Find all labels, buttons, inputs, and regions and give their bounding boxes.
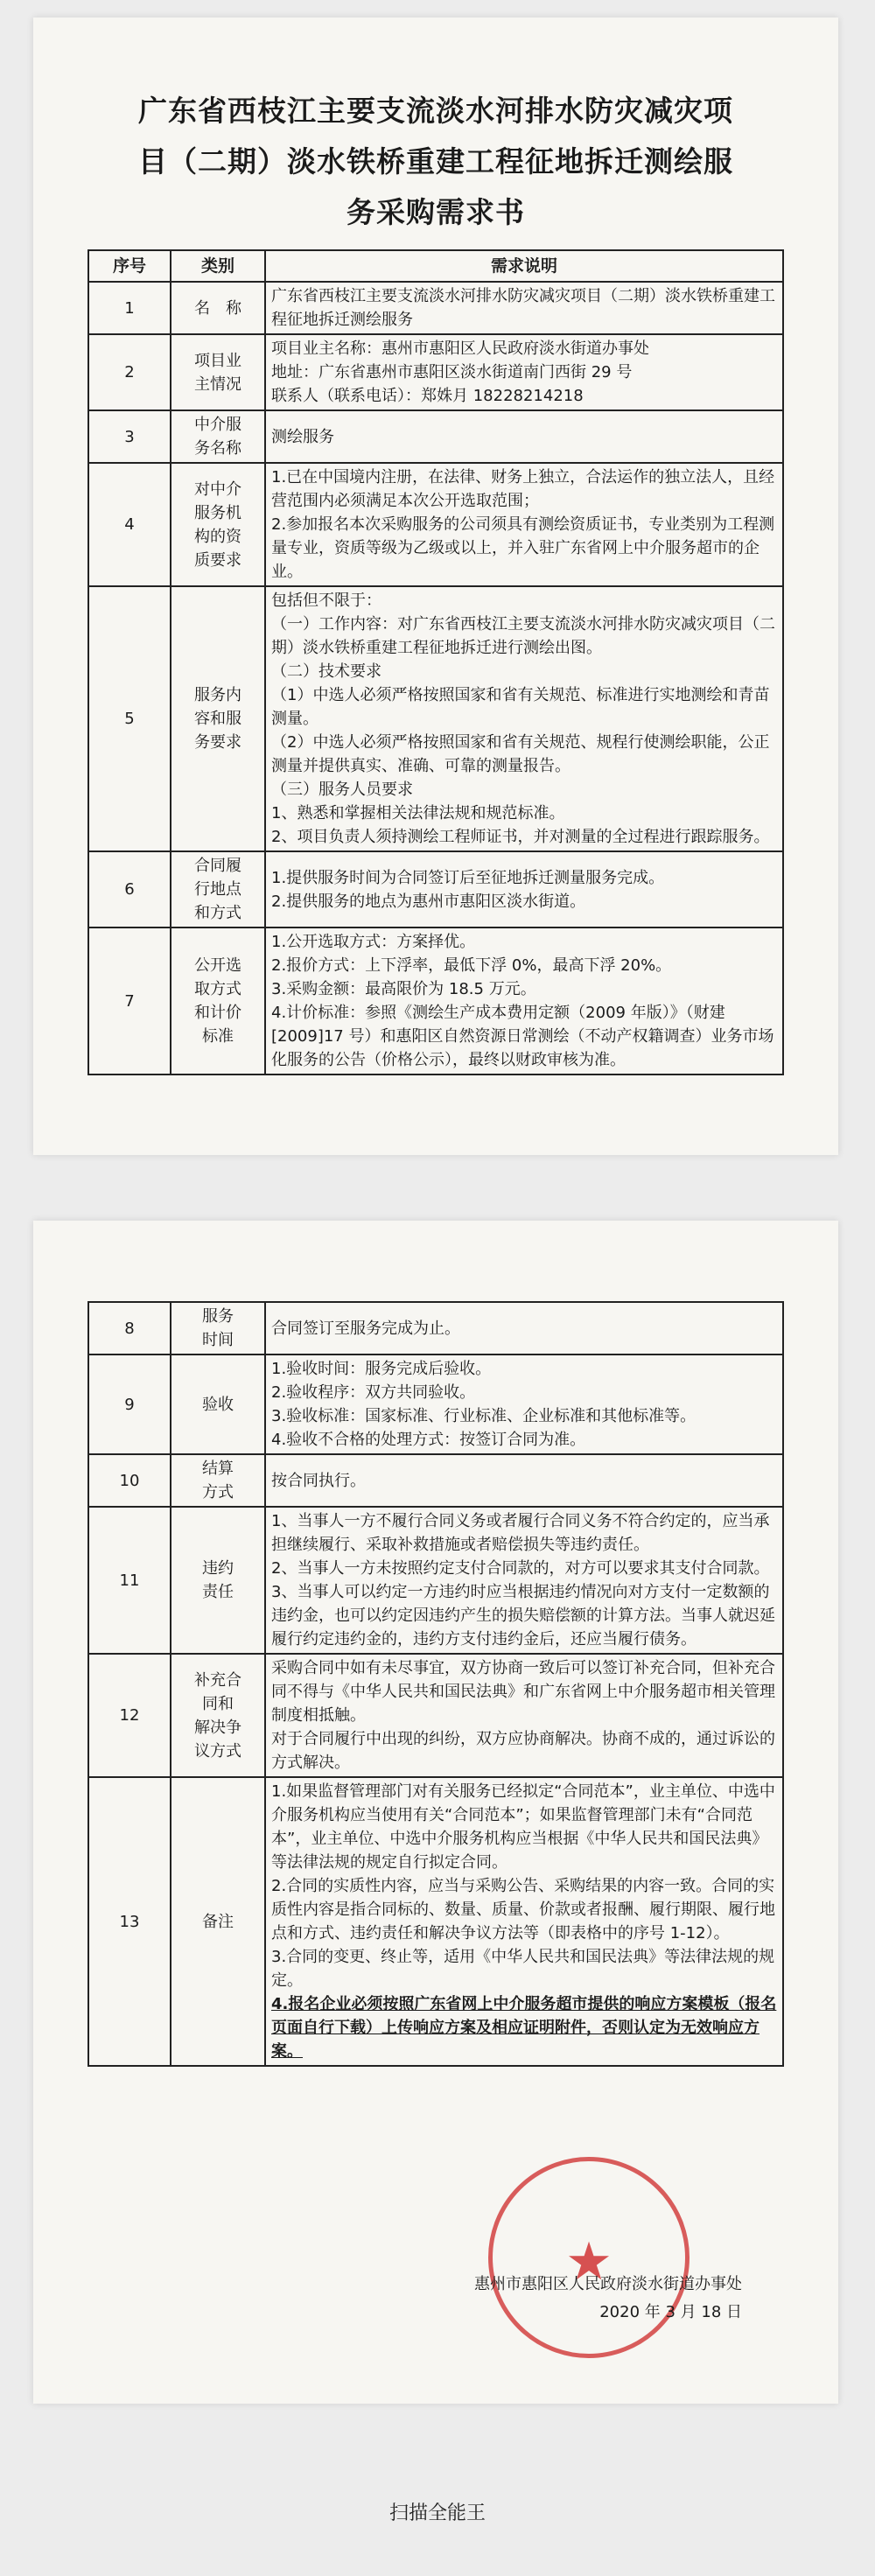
table-row <box>88 928 783 1074</box>
category-line: 构的资 <box>194 527 242 546</box>
table-row <box>88 282 783 334</box>
title-line: 广东省西枝江主要支流淡水河排水防灾减灾项 <box>138 94 733 128</box>
table-row <box>88 1454 783 1507</box>
row-number: 7 <box>88 928 171 1074</box>
category-line: 违约 <box>202 1559 234 1578</box>
row-description <box>265 928 783 1074</box>
description-line: 包括但不限于： <box>271 592 382 610</box>
category-line: 解决争 <box>194 1718 242 1737</box>
row-number: 12 <box>88 1654 171 1777</box>
signature-block <box>474 2271 742 2327</box>
description-line: 4.计价标准：参照《测绘生产成本费用定额（2009 年版）》（财建[2009]17 号）和惠阳区自然资源日常测绘（不动产权籍调查）业务市场化服务的公告（价格公示），最终以财政审核为准。 <box>271 1004 774 1069</box>
document-page-2 <box>33 1221 838 2404</box>
description-line: 1、当事人一方不履行合同义务或者履行合同义务不符合约定的，应当承担继续履行、采取补救措施或者赔偿损失等违约责任。 <box>271 1512 770 1554</box>
title-line: 目（二期）淡水铁桥重建工程征地拆迁测绘服 <box>138 144 733 178</box>
document-title <box>86 86 786 238</box>
description-line: 2.提供服务的地点为惠州市惠阳区淡水街道。 <box>271 892 586 911</box>
table-row <box>88 1302 783 1354</box>
category-line: 服务机 <box>194 503 242 522</box>
row-description <box>265 1454 783 1507</box>
table-row <box>88 410 783 463</box>
description-line: 1.验收时间：服务完成后验收。 <box>271 1360 492 1378</box>
seal-star-icon: ★ <box>565 2231 612 2292</box>
description-line: 2.验收程序：双方共同验收。 <box>271 1383 476 1402</box>
category-line: 主情况 <box>194 374 242 394</box>
category-line: 备注 <box>202 1912 234 1931</box>
table-row <box>88 586 783 851</box>
table-row <box>88 1654 783 1777</box>
category-line: 对中介 <box>194 480 242 499</box>
row-category <box>171 463 265 586</box>
row-number: 3 <box>88 410 171 463</box>
category-line: 容和服 <box>194 710 242 728</box>
requirements-table <box>88 249 784 1075</box>
requirements-table-continued <box>88 1301 784 2067</box>
row-number: 13 <box>88 1777 171 2066</box>
signature-org: 惠州市惠阳区人民政府淡水街道办事处 <box>474 2275 742 2293</box>
row-number: 9 <box>88 1354 171 1454</box>
category-line: 合同履 <box>194 857 242 875</box>
official-seal <box>488 2157 690 2358</box>
description-line: 3.采购金额：最高限价为 18.5 万元。 <box>271 980 536 998</box>
category-line: 服务内 <box>194 686 242 704</box>
row-description <box>265 1354 783 1454</box>
description-line: 2.参加报名本次采购服务的公司须具有测绘资质证书，专业类别为工程测量专业，资质等级为乙级或以上，并入驻广东省网上中介服务超市的企业。 <box>271 515 775 581</box>
table-row <box>88 1507 783 1654</box>
row-category <box>171 1654 265 1777</box>
description-line: 3.合同的变更、终止等，适用《中华人民共和国民法典》等法律法规的规定。 <box>271 1948 775 1990</box>
row-category <box>171 1507 265 1654</box>
description-line: 4.验收不合格的处理方式：按签订合同为准。 <box>271 1431 586 1449</box>
description-line: 对于合同履行中出现的纠纷，双方应协商解决。协商不成的，通过诉讼的方式解决。 <box>271 1730 775 1772</box>
row-number: 11 <box>88 1507 171 1654</box>
description-line: 2.报价方式：上下浮率，最低下浮 0%，最高下浮 20%。 <box>271 956 672 975</box>
row-description <box>265 851 783 928</box>
row-number: 8 <box>88 1302 171 1354</box>
emphasis-note: 4.报名企业必须按照广东省网上中介服务超市提供的响应方案模板（报名页面自行下载）上传响应方案及相应证明附件，否则认定为无效响应方案。 <box>271 1995 777 2061</box>
row-description <box>265 1654 783 1777</box>
row-description <box>265 586 783 851</box>
row-description <box>265 1302 783 1354</box>
description-line: 2.合同的实质性内容，应当与采购公告、采购结果的内容一致。合同的实质性内容是指合同标的、数量、质量、价款或者报酬、履行期限、履行地点和方式、违约责任和解决争议方法等（即表格中的序号 1-12）。 <box>271 1877 775 1942</box>
description-line: 1、熟悉和掌握相关法律法规和规范标准。 <box>271 804 565 822</box>
category-line: 同和 <box>202 1694 234 1713</box>
description-line: 地址：广东省惠州市惠阳区淡水街道南门西街 29 号 <box>271 363 633 382</box>
category-line: 项目业 <box>194 351 242 370</box>
description-line: 2、当事人一方未按照约定支付合同款的，对方可以要求其支付合同款。 <box>271 1559 770 1578</box>
table-row <box>88 463 783 586</box>
category-line: 取方式 <box>194 980 242 998</box>
description-line: 按合同执行。 <box>271 1471 366 1490</box>
row-category <box>171 928 265 1074</box>
row-description <box>265 334 783 410</box>
document-page-1 <box>33 18 838 1155</box>
description-line: 1.公开选取方式：方案择优。 <box>271 933 476 951</box>
row-description <box>265 1507 783 1654</box>
category-line: 公开选 <box>194 956 242 975</box>
header-description: 需求说明 <box>265 250 783 282</box>
row-category <box>171 851 265 928</box>
description-line: 3、当事人可以约定一方违约时应当根据违约情况向对方支付一定数额的违约金，也可以约定因违约产生的损失赔偿额的计算方法。当事人就迟延履行约定违约金的，违约方支付违约金后，还应当履行债务。 <box>271 1583 775 1648</box>
description-line: （三）服务人员要求 <box>271 780 413 799</box>
table-header-row <box>88 250 783 282</box>
category-line: 服务 <box>202 1307 234 1326</box>
table-row <box>88 334 783 410</box>
category-line: 补充合 <box>194 1670 242 1690</box>
row-number: 2 <box>88 334 171 410</box>
description-line: （二）技术要求 <box>271 662 382 681</box>
category-line: 名 称 <box>194 298 242 318</box>
row-description <box>265 1777 783 2066</box>
row-category <box>171 1777 265 2066</box>
scanner-app-watermark: 扫描全能王 <box>388 2502 486 2524</box>
description-line: 合同签订至服务完成为止。 <box>271 1319 460 1338</box>
category-line: 务要求 <box>194 733 242 752</box>
category-line: 结算 <box>202 1460 234 1478</box>
table-row <box>88 851 783 928</box>
title-line: 务采购需求书 <box>346 195 525 229</box>
category-line: 方式 <box>202 1483 234 1502</box>
row-description <box>265 410 783 463</box>
table-row <box>88 1354 783 1454</box>
category-line: 务名称 <box>194 439 242 458</box>
signature-date: 2020 年 3 月 18 日 <box>599 2303 742 2321</box>
row-category <box>171 586 265 851</box>
row-description <box>265 463 783 586</box>
row-category <box>171 1454 265 1507</box>
row-number: 4 <box>88 463 171 586</box>
category-line: 标准 <box>202 1027 234 1046</box>
description-line: 1.已在中国境内注册，在法律、财务上独立，合法运作的独立法人，且经营范围内必须满足本次公开选取范围； <box>271 468 775 510</box>
category-line: 中介服 <box>194 416 242 434</box>
category-line: 质要求 <box>194 550 242 570</box>
description-line: 2、项目负责人须持测绘工程师证书，并对测量的全过程进行跟踪服务。 <box>271 828 770 846</box>
description-line: （1）中选人必须严格按照国家和省有关规范、标准进行实地测绘和青苗测量。 <box>271 686 770 728</box>
description-line: 采购合同中如有未尽事宜，双方协商一致后可以签订补充合同，但补充合同不得与《中华人民共和国民法典》和广东省网上中介服务超市相关管理制度相抵触。 <box>271 1659 775 1725</box>
table-row <box>88 1777 783 2066</box>
category-line: 责任 <box>202 1583 234 1601</box>
header-category: 类别 <box>171 250 265 282</box>
row-category <box>171 410 265 463</box>
row-category <box>171 1354 265 1454</box>
row-description <box>265 282 783 334</box>
row-category <box>171 1302 265 1354</box>
description-line: 1.如果监督管理部门对有关服务已经拟定“合同范本”，业主单位、中选中介服务机构应当使用有关“合同范本”；如果监督管理部门未有“合同范本”，业主单位、中选中介服务机构应当根据《中华人民共和国民法典》等法律法规的规定自行拟定合同。 <box>271 1782 775 1872</box>
category-line: 和计价 <box>194 1004 242 1022</box>
category-line: 和方式 <box>194 904 242 922</box>
category-line: 议方式 <box>194 1741 242 1760</box>
description-line: （2）中选人必须严格按照国家和省有关规范、规程行使测绘职能，公正测量并提供真实、准确、可靠的测量报告。 <box>271 733 770 775</box>
header-num: 序号 <box>88 250 171 282</box>
row-number: 1 <box>88 282 171 334</box>
description-line: 广东省西枝江主要支流淡水河排水防灾减灾项目（二期）淡水铁桥重建工程征地拆迁测绘服务 <box>271 287 775 329</box>
row-number: 10 <box>88 1454 171 1507</box>
category-line: 行地点 <box>194 880 242 899</box>
category-line: 时间 <box>202 1331 234 1349</box>
description-line: 测绘服务 <box>271 427 334 446</box>
row-category <box>171 282 265 334</box>
description-line: 联系人（联系电话）：郑姝月 18228214218 <box>271 387 584 405</box>
description-line: 1.提供服务时间为合同签订后至征地拆迁测量服务完成。 <box>271 868 665 887</box>
row-category <box>171 334 265 410</box>
row-number: 6 <box>88 851 171 928</box>
description-line: 项目业主名称：惠州市惠阳区人民政府淡水街道办事处 <box>271 340 649 358</box>
row-number: 5 <box>88 586 171 851</box>
description-line: （一）工作内容：对广东省西枝江主要支流淡水河排水防灾减灾项目（二期）淡水铁桥重建工程征地拆迁进行测绘出图。 <box>271 615 775 657</box>
category-line: 验收 <box>202 1395 234 1414</box>
description-line: 3.验收标准：国家标准、行业标准、企业标准和其他标准等。 <box>271 1407 696 1425</box>
